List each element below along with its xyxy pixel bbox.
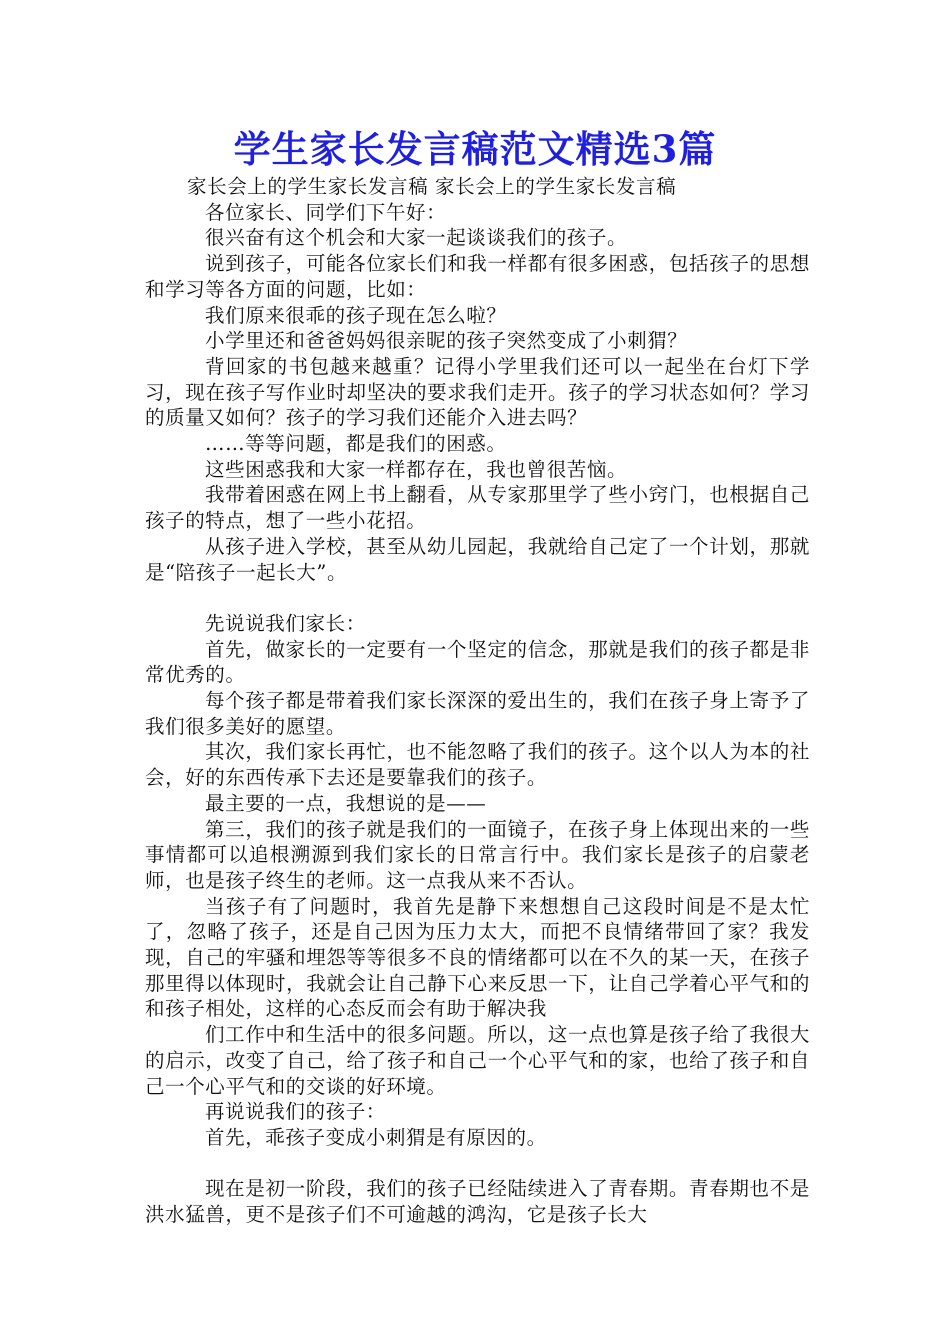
paragraph: 当孩子有了问题时，我首先是静下来想想自己这段时间是不是太忙了，忽略了孩子，还是自己因为压力太大，而把不良情绪带回了家？我发现，自己的牢骚和埋怨等等很多不良的情绪都可以在不久的某一天，在孩子那里得以体现时，我就会让自己静下心来反思一下，让自己学着心平气和的和孩子相处，这样的心态反而会有助于解决我 — [145, 894, 810, 1021]
paragraph: 我带着困惑在网上书上翻看，从专家那里学了些小窍门，也根据自己孩子的特点，想了一些小花招。 — [145, 483, 810, 533]
paragraph: 这些困惑我和大家一样都存在，我也曾很苦恼。 — [205, 457, 628, 481]
document-subtitle: 家长会上的学生家长发言稿 家长会上的学生家长发言稿 — [187, 175, 677, 198]
document-title: 学生家长发言稿范文精选3篇 — [233, 127, 717, 171]
paragraph: 各位家长、同学们下午好： — [205, 200, 447, 224]
paragraph: 小学里还和爸爸妈妈很亲昵的孩子突然变成了小刺猬？ — [205, 329, 688, 353]
paragraph: 说到孩子，可能各位家长们和我一样都有很多困惑，包括孩子的思想和学习等各方面的问题，比如： — [145, 252, 810, 301]
section-heading: 再说说我们的孩子： — [205, 1100, 386, 1124]
paragraph: 们工作中和生活中的很多问题。所以，这一点也算是孩子给了我很大的启示，改变了自己，给了孩子和自己一个心平气和的家，也给了孩子和自己一个心平气和的交谈的好环境。 — [145, 1023, 810, 1098]
paragraph: 第三，我们的孩子就是我们的一面镜子，在孩子身上体现出来的一些事情都可以追根溯源到我们家长的日常言行中。我们家长是孩子的启蒙老师，也是孩子终生的老师。这一点我从来不否认。 — [145, 817, 810, 892]
paragraph: 从孩子进入学校，甚至从幼儿园起，我就给自己定了一个计划，那就是“陪孩子一起长大”。 — [145, 534, 810, 584]
paragraph: 首先，乖孩子变成小刺猬是有原因的。 — [205, 1126, 547, 1149]
document-body — [145, 174, 810, 1228]
paragraph: 每个孩子都是带着我们家长深深的爱出生的，我们在孩子身上寄予了我们很多美好的愿望。 — [145, 689, 810, 738]
paragraph: 最主要的一点，我想说的是—— — [205, 791, 487, 815]
paragraph: ……等等问题，都是我们的困惑。 — [205, 432, 507, 456]
paragraph: 其次，我们家长再忙，也不能忽略了我们的孩子。这个以人为本的社会，好的东西传承下去还是要靠我们的孩子。 — [145, 740, 810, 790]
paragraph: 首先，做家长的一定要有一个坚定的信念，那就是我们的孩子都是非常优秀的。 — [145, 637, 810, 687]
blank-line — [145, 1151, 810, 1177]
paragraph: 现在是初一阶段，我们的孩子已经陆续进入了青春期。青春期也不是洪水猛兽，更不是孩子们不可逾越的鸿沟，它是孩子长大 — [145, 1177, 810, 1227]
section-heading: 先说说我们家长： — [205, 611, 366, 635]
blank-line — [145, 585, 810, 611]
paragraph: 很兴奋有这个机会和大家一起谈谈我们的孩子。 — [205, 226, 628, 250]
paragraph: 我们原来很乖的孩子现在怎么啦？ — [205, 303, 507, 327]
paragraph: 背回家的书包越来越重？记得小学里我们还可以一起坐在台灯下学习，现在孩子写作业时却坚决的要求我们走开。孩子的学习状态如何？学习的质量又如何？孩子的学习我们还能介入进去吗？ — [145, 354, 810, 430]
